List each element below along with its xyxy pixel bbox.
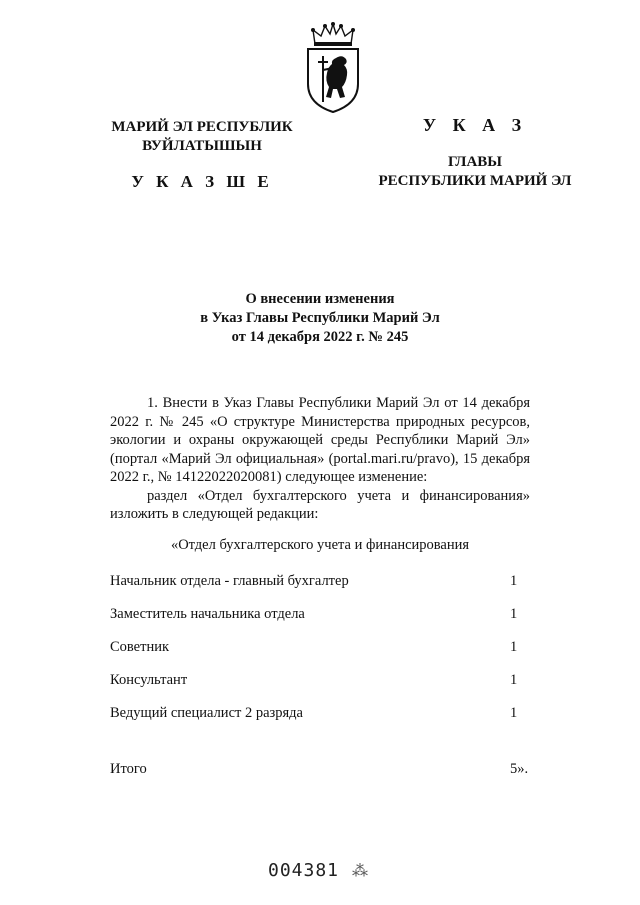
title-line1: О внесении изменения <box>245 291 395 307</box>
staff-position: Заместитель начальника отдела <box>110 606 305 622</box>
header-left-block <box>92 118 312 191</box>
staff-count: 1 <box>510 639 518 655</box>
document-title <box>120 290 520 347</box>
staff-count: 1 <box>510 606 518 622</box>
body-paragraph-1: 1. Внести в Указ Главы Республики Марий Эл от 14 декабря 2022 г. № 245 «О структуре Министерства природных ресурсов, экологии и охраны окружающей среды Республики Марий Эл» (портал «Марий Эл официальная» (portal.mari.ru/pravo), 15 декабря 2022 г., № 14122022020081) следующее изменение: <box>110 395 530 485</box>
serial-mark: ⁂ <box>352 863 368 880</box>
header-right-line3: РЕСПУБЛИКИ МАРИЙ ЭЛ <box>378 173 572 189</box>
header-left-line2: ВУЙЛАТЫШЫН <box>142 138 262 154</box>
staff-position: Начальник отдела - главный бухгалтер <box>110 573 349 589</box>
staff-position: Ведущий специалист 2 разряда <box>110 705 303 721</box>
staff-position: Советник <box>110 639 170 655</box>
coat-of-arms-emblem <box>303 22 363 114</box>
header-right-block <box>360 116 590 191</box>
staff-row <box>110 705 530 722</box>
total-row <box>110 761 530 778</box>
serial-number: 004381 <box>268 860 340 881</box>
staff-row <box>110 606 530 623</box>
total-label: Итого <box>110 761 147 777</box>
header-right-line1: У К А З <box>422 115 528 135</box>
staff-row <box>110 639 530 656</box>
staff-count: 1 <box>510 705 518 721</box>
staff-position: Консультант <box>110 672 188 688</box>
body-paragraph-2: раздел «Отдел бухгалтерского учета и финансирования» изложить в следующей редакции: <box>110 487 530 522</box>
header-left-line1: МАРИЙ ЭЛ РЕСПУБЛИК <box>111 119 293 135</box>
staff-count: 1 <box>510 573 518 589</box>
title-line3: от 14 декабря 2022 г. № 245 <box>231 329 409 345</box>
document-body <box>110 394 530 524</box>
title-line2: в Указ Главы Республики Марий Эл <box>200 310 440 326</box>
staff-row <box>110 573 530 590</box>
header-left-line3: У К А З Ш Е <box>131 172 273 191</box>
header-right-line2: ГЛАВЫ <box>447 154 503 170</box>
section-title: «Отдел бухгалтерского учета и финансирования <box>170 537 470 553</box>
staff-count: 1 <box>510 672 518 688</box>
total-value: 5». <box>510 761 529 777</box>
staff-row <box>110 672 530 689</box>
